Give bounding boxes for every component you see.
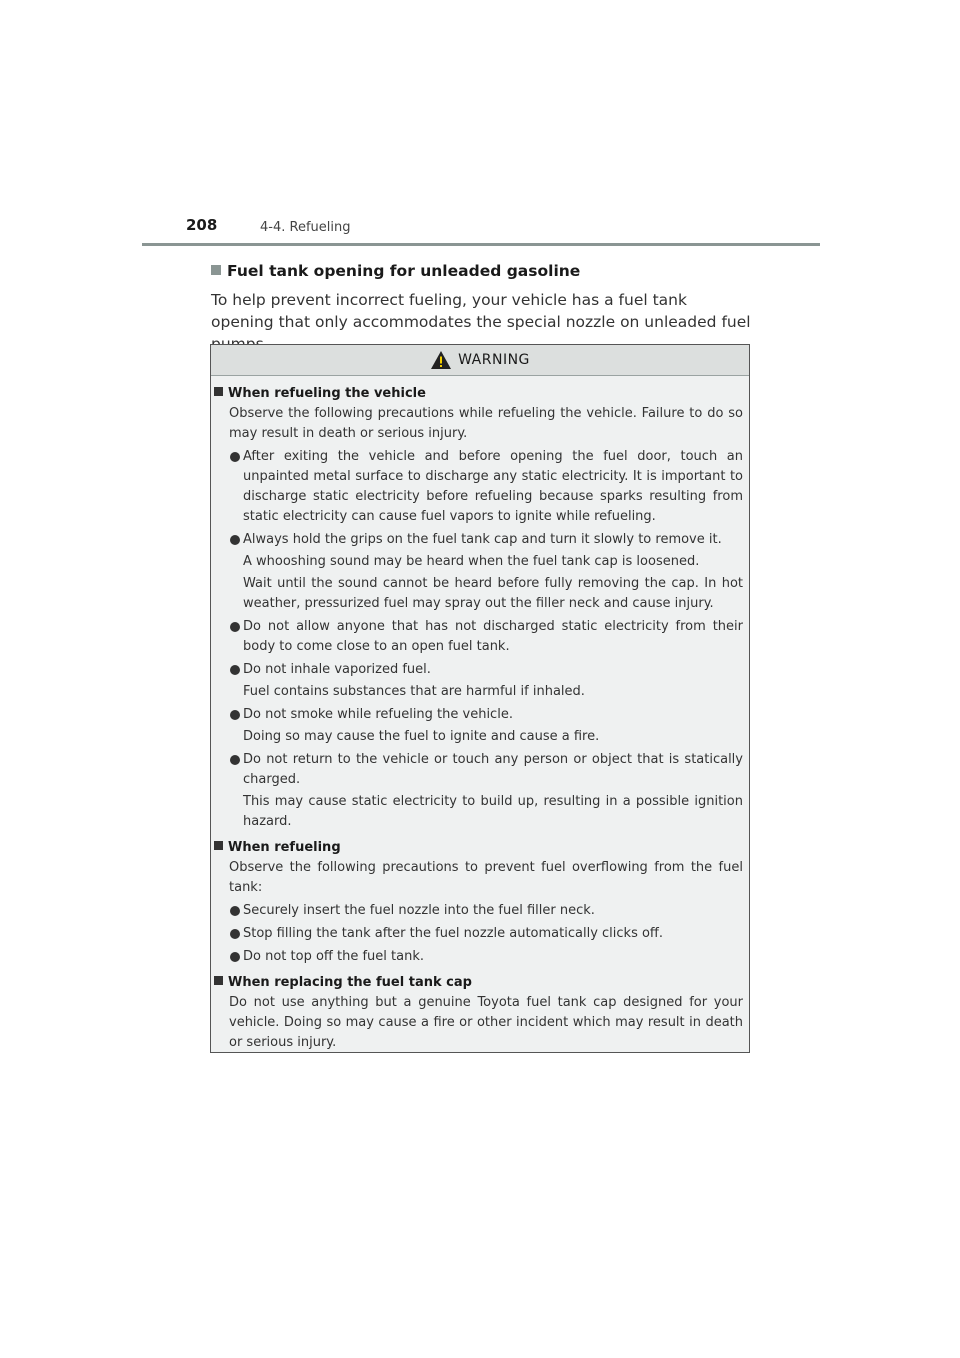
warning-body bbox=[211, 376, 749, 1053]
warning-section-title-text: When refueling the vehicle bbox=[228, 386, 426, 401]
warning-bullet-note: Wait until the sound cannot be heard before fully removing the cap. In hot weather, pressurized fuel may spray out the filler neck and cause injury. bbox=[243, 576, 743, 611]
warning-bullet-note: Doing so may cause the fuel to ignite and cause a fire. bbox=[243, 729, 600, 744]
square-bullet-icon bbox=[214, 841, 223, 850]
warning-bullet bbox=[211, 705, 743, 747]
warning-bullet bbox=[211, 530, 743, 614]
warning-bullet bbox=[211, 924, 743, 944]
warning-bullet bbox=[211, 617, 743, 657]
warning-section-title bbox=[211, 384, 743, 404]
warning-bullet bbox=[211, 947, 743, 967]
warning-bullet-text: Stop filling the tank after the fuel nozzle automatically clicks off. bbox=[243, 926, 664, 941]
warning-section-title-text: When refueling bbox=[228, 840, 341, 855]
page-header bbox=[186, 216, 826, 240]
warning-triangle-icon bbox=[430, 350, 452, 370]
warning-section-title bbox=[211, 838, 743, 858]
warning-bullet-text: Always hold the grips on the fuel tank cap and turn it slowly to remove it. bbox=[243, 532, 722, 547]
bullet-dot-icon bbox=[230, 906, 240, 916]
bullet-dot-icon bbox=[230, 929, 240, 939]
warning-section bbox=[211, 973, 743, 1053]
bullet-dot-icon bbox=[230, 710, 240, 720]
bullet-dot-icon bbox=[230, 535, 240, 545]
warning-section-title bbox=[211, 973, 743, 993]
warning-bullet-text: Do not top off the fuel tank. bbox=[243, 949, 424, 964]
section-heading bbox=[211, 262, 580, 280]
warning-section-title-text: When replacing the fuel tank cap bbox=[228, 975, 472, 990]
bullet-dot-icon bbox=[230, 665, 240, 675]
square-bullet-icon bbox=[211, 265, 221, 275]
warning-box bbox=[210, 344, 750, 1053]
warning-section-text: Observe the following precautions while refueling the vehicle. Failure to do so may result in death or serious injury. bbox=[229, 406, 743, 441]
header-rule bbox=[142, 243, 820, 246]
square-bullet-icon bbox=[214, 387, 223, 396]
bullet-dot-icon bbox=[230, 622, 240, 632]
warning-bullet bbox=[211, 750, 743, 832]
bullet-dot-icon bbox=[230, 755, 240, 765]
warning-section-text: Do not use anything but a genuine Toyota fuel tank cap designed for your vehicle. Doing so may cause a fire or other incident which may result in death or serious injury. bbox=[229, 995, 743, 1050]
warning-bullet-note: This may cause static electricity to build up, resulting in a possible ignition hazard. bbox=[243, 794, 743, 829]
warning-bullet-text: Do not inhale vaporized fuel. bbox=[243, 662, 431, 677]
warning-bullet-text: After exiting the vehicle and before opening the fuel door, touch an unpainted metal surface to discharge any static electricity. It is important to discharge static electricity before refueling because sparks resulting from static electricity can cause fuel vapors to ignite while refueling. bbox=[243, 449, 743, 524]
warning-bullet bbox=[211, 901, 743, 921]
section-intro: To help prevent incorrect fueling, your vehicle has a fuel tank opening that only accommodates the special nozzle on unleaded fuel bbox=[211, 291, 751, 331]
warning-bullet-text: Do not allow anyone that has not discharged static electricity from their body to come close to an open fuel tank. bbox=[243, 619, 743, 654]
warning-bullet-text: Do not return to the vehicle or touch any person or object that is statically charged. bbox=[243, 752, 743, 787]
warning-header bbox=[211, 345, 749, 376]
warning-bullet-text: Do not smoke while refueling the vehicle. bbox=[243, 707, 513, 722]
warning-bullet-note: Fuel contains substances that are harmful if inhaled. bbox=[243, 684, 585, 699]
chapter-title: 4-4. Refueling bbox=[260, 220, 351, 235]
page-number: 208 bbox=[186, 216, 218, 234]
warning-bullet-note: A whooshing sound may be heard when the fuel tank cap is loosened. bbox=[243, 554, 700, 569]
square-bullet-icon bbox=[214, 976, 223, 985]
warning-bullet bbox=[211, 447, 743, 527]
bullet-dot-icon bbox=[230, 452, 240, 462]
warning-section-text: Observe the following precautions to prevent fuel overflowing from the fuel tank: bbox=[229, 860, 743, 895]
warning-section bbox=[211, 838, 743, 967]
bullet-dot-icon bbox=[230, 952, 240, 962]
warning-label: WARNING bbox=[458, 352, 530, 368]
warning-section bbox=[211, 384, 743, 832]
warning-bullet-text: Securely insert the fuel nozzle into the fuel filler neck. bbox=[243, 903, 595, 918]
warning-bullet bbox=[211, 660, 743, 702]
section-heading-text: Fuel tank opening for unleaded gasoline bbox=[227, 262, 581, 280]
